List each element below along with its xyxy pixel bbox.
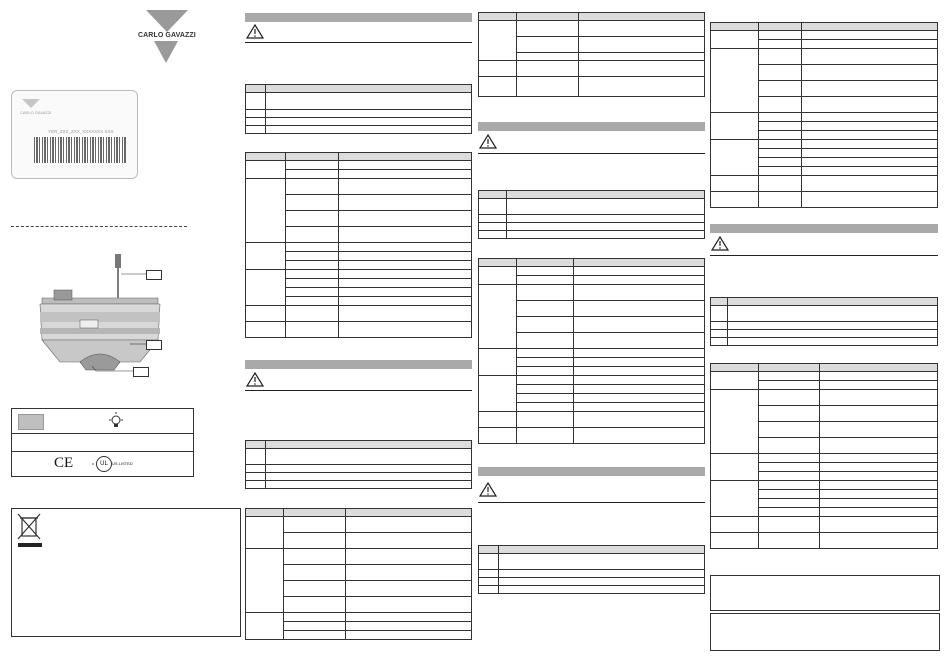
- callout-1: [146, 270, 162, 280]
- callout-3: [133, 367, 149, 377]
- section-header-bar-3: [478, 122, 705, 131]
- spec-table-6: [478, 190, 705, 239]
- divider-line: [710, 255, 938, 256]
- warning-icon: [479, 134, 497, 149]
- divider-line: [478, 153, 705, 154]
- section-header-bar-2: [245, 360, 472, 369]
- ce-mark-icon: CE: [54, 455, 74, 471]
- spec-table-1: [245, 84, 472, 134]
- card-logo-icon: [22, 99, 40, 108]
- product-label-card: [11, 90, 138, 179]
- dashed-divider: [11, 226, 187, 227]
- spec-table-3: [245, 440, 472, 489]
- spec-table-5: [478, 12, 705, 97]
- spec-table-8: [478, 545, 705, 594]
- section-header-bar-1: [245, 13, 472, 22]
- warning-icon: [711, 236, 729, 251]
- callout-2: [146, 340, 162, 350]
- divider-line: [245, 42, 472, 43]
- warning-icon: [479, 482, 497, 497]
- ul-listed-text: US LISTED: [112, 461, 133, 466]
- warning-icon: [246, 372, 264, 387]
- package-icon: [18, 414, 44, 430]
- note-box-1: [710, 575, 940, 611]
- card-code-text: YER_ZXX_ZXX_XXXXXXX.XXX: [48, 129, 114, 134]
- logo-text: CARLO GAVAZZI: [138, 32, 196, 39]
- spec-table-2: [245, 152, 472, 338]
- spec-table-11: [710, 363, 938, 549]
- note-box-2: [710, 613, 940, 651]
- certification-box: [11, 408, 194, 477]
- barcode: [34, 137, 126, 163]
- ul-small-text: c: [92, 461, 94, 466]
- carlo-gavazzi-logo-icon: [140, 8, 194, 64]
- ul-listed-icon: UL: [96, 456, 112, 472]
- spec-table-9: [710, 22, 938, 208]
- lightbulb-icon: [108, 412, 124, 430]
- warning-icon: [246, 24, 264, 39]
- divider-line: [245, 390, 472, 391]
- spec-table-10: [710, 297, 938, 346]
- divider-line: [478, 502, 705, 503]
- card-brand-text: CARLO GAVAZZI: [20, 110, 52, 115]
- section-header-bar-4: [478, 467, 705, 476]
- spec-table-7: [478, 258, 705, 444]
- spec-table-4: [245, 508, 472, 640]
- weee-notice-box: [11, 508, 241, 637]
- weee-bin-icon: [16, 512, 42, 548]
- section-header-bar-5: [710, 224, 938, 233]
